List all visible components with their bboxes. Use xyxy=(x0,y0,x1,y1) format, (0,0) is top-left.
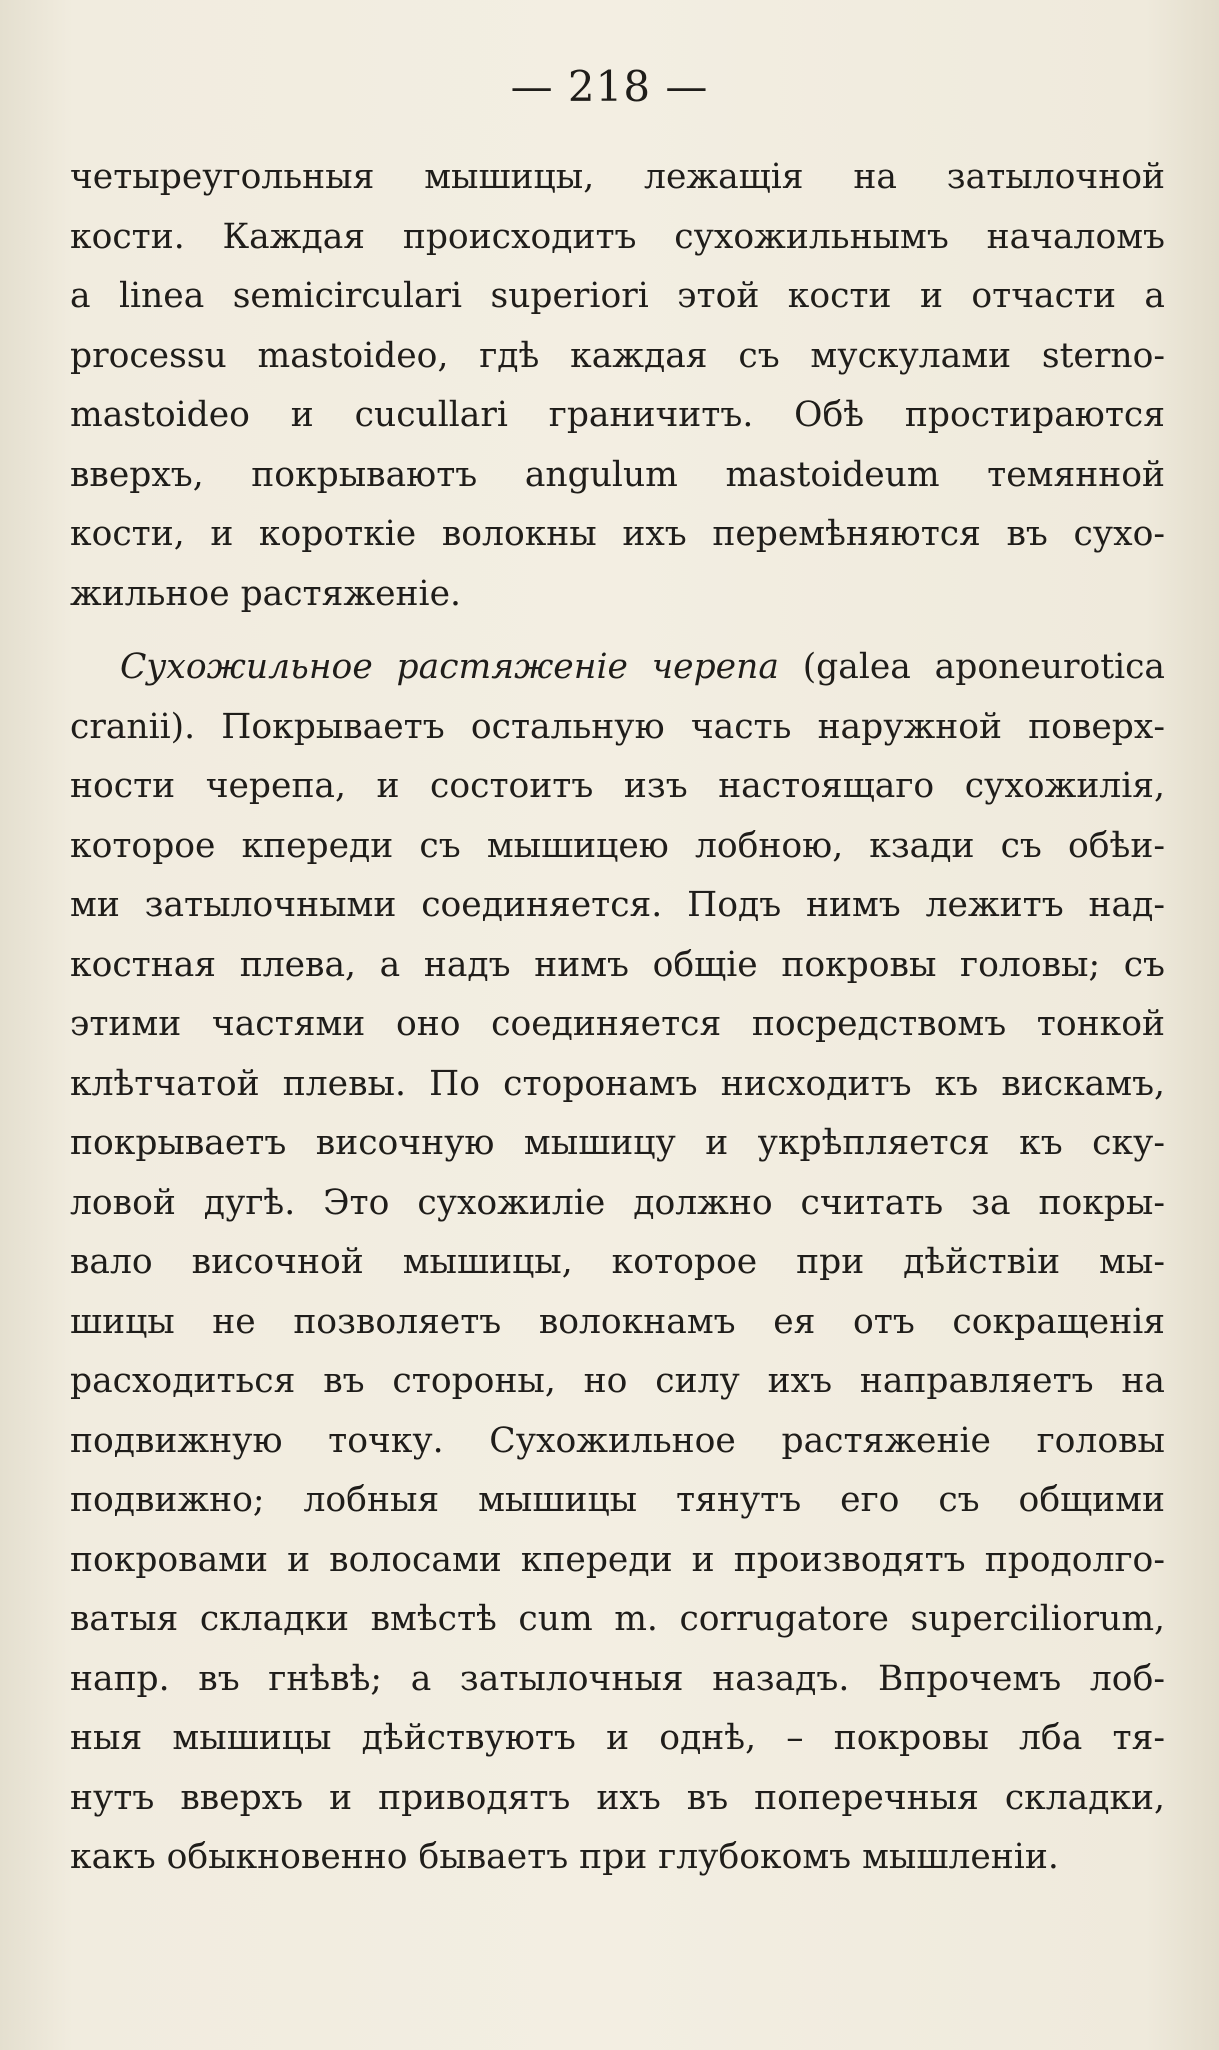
section-heading: Сухожильное растяженіе черепа xyxy=(120,647,779,687)
text-line: подвижно; лобныя мышицы тянутъ его съ общими xyxy=(70,1480,1165,1520)
text-line: вверхъ, покрываютъ angulum mastoideum темянной xyxy=(70,454,1165,495)
paragraph-1 xyxy=(70,148,1165,624)
text-line: шицы не позволяетъ волокнамъ ея отъ сокращенія xyxy=(70,1301,1165,1342)
text-line: mastoideo и cucullari граничитъ. Обѣ простираются xyxy=(70,395,1165,435)
text-line: a linea semicirculari superiori этой кости и отчасти a xyxy=(70,276,1165,316)
text-line: напр. въ гнѣвѣ; а затылочныя назадъ. Впрочемъ лоб- xyxy=(70,1658,1165,1699)
text-line: покрываетъ височную мышицу и укрѣпляется къ ску- xyxy=(70,1123,1165,1163)
text-line: ловой дугѣ. Это сухожиліе должно считать за покры- xyxy=(70,1182,1165,1223)
text-line: cranii). Покрываетъ остальную часть наружной поверх- xyxy=(70,706,1165,747)
text-line: processu mastoideo, гдѣ каждая съ мускулами sterno- xyxy=(70,335,1165,376)
text-line: кости, и короткіе волокны ихъ перемѣняются въ сухо- xyxy=(70,514,1165,554)
text-line: костная плева, а надъ нимъ общіе покровы головы; съ xyxy=(70,944,1165,985)
text-line: ныя мышицы дѣйствуютъ и однѣ, – покровы лба тя- xyxy=(70,1718,1165,1758)
text-line: подвижную точку. Сухожильное растяженіе головы xyxy=(70,1420,1165,1461)
text-line-heading xyxy=(70,638,1165,698)
text-line: покровами и волосами кпереди и производятъ продолго- xyxy=(70,1539,1165,1580)
body-text xyxy=(70,148,1165,1888)
text-line: четыреугольныя мышицы, лежащія на затылочной xyxy=(70,157,1165,197)
text-line: этими частями оно соединяется посредствомъ тонкой xyxy=(70,1004,1165,1044)
text-line: вало височной мышицы, которое при дѣйствіи мы- xyxy=(70,1242,1165,1282)
text-line: расходиться въ стороны, но силу ихъ направляетъ на xyxy=(70,1361,1165,1401)
text-line: нутъ вверхъ и приводятъ ихъ въ поперечныя складки, xyxy=(70,1777,1165,1818)
text-line: кости. Каждая происходитъ сухожильнымъ началомъ xyxy=(70,216,1165,257)
paragraph-gap xyxy=(70,624,1165,638)
heading-latin-term: (galea aponeurotica xyxy=(802,647,1165,687)
text-line: ности черепа, и состоитъ изъ настоящаго сухожилія, xyxy=(70,766,1165,806)
text-line: жильное растяженіе. xyxy=(70,573,461,614)
paragraph-2 xyxy=(70,638,1165,1888)
text-line: которое кпереди съ мышицею лобною, кзади съ обѣи- xyxy=(70,825,1165,866)
text-line: ватыя складки вмѣстѣ cum m. corrugatore superciliorum, xyxy=(70,1599,1165,1639)
page-number: — 218 — xyxy=(510,62,709,111)
text-line: клѣтчатой плевы. По сторонамъ нисходитъ къ вискамъ, xyxy=(70,1063,1165,1104)
text-line: какъ обыкновенно бываетъ при глубокомъ мышленіи. xyxy=(70,1837,1059,1877)
text-line: ми затылочными соединяется. Подъ нимъ лежитъ над- xyxy=(70,885,1165,925)
